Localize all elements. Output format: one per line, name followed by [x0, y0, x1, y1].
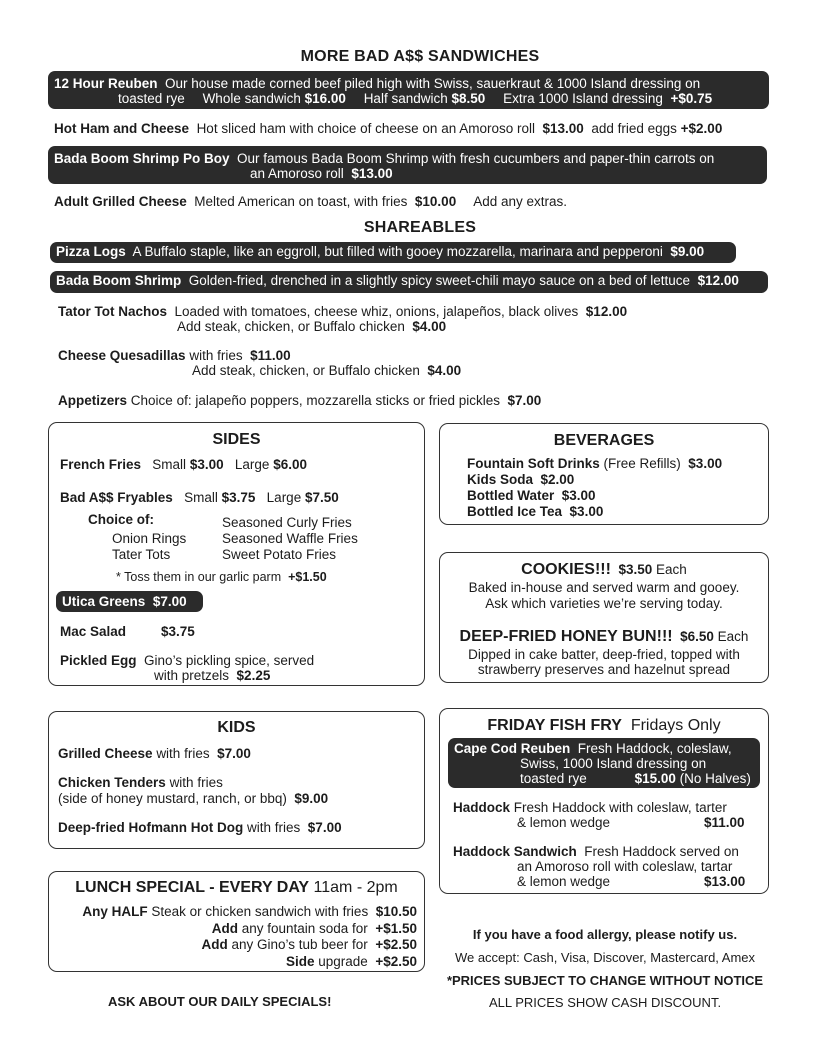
grilled-name: Adult Grilled Cheese — [54, 194, 187, 209]
fish-fry-header — [440, 717, 768, 735]
haddock-sandwich-desc: Fresh Haddock served on — [584, 844, 739, 859]
bada-boom-shrimp-desc: Golden-fried, drenched in a slightly spicy sweet-chili mayo sauce on a bed of lettuce — [188, 273, 691, 288]
mac-salad-item — [60, 624, 126, 640]
sides-title: SIDES — [212, 431, 261, 448]
fryable-option: Seasoned Waffle Fries — [222, 531, 358, 546]
reuben-extra-label: Extra 1000 Island dressing — [503, 91, 663, 106]
cookies-name: COOKIES!!! — [521, 561, 611, 578]
quesadillas-price: $11.00 — [250, 348, 291, 363]
appetizers-item — [58, 393, 541, 409]
cookies-desc: Baked in-house and served warm and gooey. — [468, 580, 740, 595]
haddock-name: Haddock — [453, 800, 511, 815]
pickled-egg-price: $2.25 — [236, 668, 271, 683]
fish-fry-box — [439, 708, 769, 894]
kids-grilled-desc: with fries — [156, 746, 210, 761]
fryable-option: Seasoned Curly Fries — [222, 515, 352, 530]
fries-large-price: $6.00 — [273, 457, 307, 472]
haddock-item — [453, 800, 727, 816]
quesadillas-add-price: $4.00 — [427, 363, 462, 378]
nachos-item — [58, 304, 627, 320]
bada-boom-shrimp-item — [50, 271, 768, 293]
fryables-large-price: $7.50 — [304, 490, 339, 505]
fries-name: French Fries — [60, 457, 142, 472]
lunch-row-bold: Any HALF — [82, 904, 148, 919]
pizza-logs-name: Pizza Logs — [56, 244, 126, 259]
grilled-note: Add any extras. — [473, 194, 568, 209]
poboy-price: $13.00 — [351, 166, 393, 181]
grilled-price: $10.00 — [414, 194, 457, 209]
pizza-logs-desc: A Buffalo staple, like an eggroll, but filled with gooey mozzarella, marinara and pepperoni — [132, 244, 663, 259]
fryables-small-price: $3.75 — [221, 490, 256, 505]
cookies-price: $3.50 — [618, 562, 653, 577]
nachos-desc: Loaded with tomatoes, cheese whiz, onions, jalapeños, black olives — [174, 304, 579, 319]
pickled-egg-desc-cont: with pretzels — [154, 668, 230, 683]
kids-tenders-desc-cont: (side of honey mustard, ranch, or bbq) — [58, 791, 287, 806]
reuben-item — [48, 71, 769, 109]
lunch-header — [49, 879, 424, 897]
kids-hotdog-name: Deep-fried Hofmann Hot Dog — [58, 820, 244, 835]
toss-price: +$1.50 — [288, 570, 327, 584]
haddock-sandwich-price-wrap — [704, 874, 745, 890]
toss-note — [116, 569, 327, 585]
haddock-sandwich-price: $13.00 — [704, 874, 746, 889]
reuben-whole-price: $16.00 — [304, 91, 346, 106]
haddock-price: $11.00 — [704, 815, 745, 830]
cookies-desc-cont: Ask which varieties we’re serving today. — [485, 596, 723, 611]
lunch-row-price: +$2.50 — [375, 953, 417, 969]
haddock-sandwich-name: Haddock Sandwich — [453, 844, 577, 859]
beverage-name: Fountain Soft Drinks — [467, 456, 600, 471]
appetizers-price: $7.00 — [507, 393, 542, 408]
fish-fry-subtitle: Fridays Only — [630, 717, 721, 734]
nachos-add-label: Add steak, chicken, or Buffalo chicken — [177, 319, 405, 334]
ham-addon-price: +$2.00 — [680, 121, 723, 136]
lunch-row-text: upgrade — [318, 953, 368, 969]
reuben-name: 12 Hour Reuben — [54, 76, 158, 91]
quesadillas-name: Cheese Quesadillas — [58, 348, 186, 363]
poboy-name: Bada Boom Shrimp Po Boy — [54, 151, 230, 166]
fryables-large-label: Large — [266, 490, 302, 505]
beverages-box — [439, 423, 769, 525]
honey-bun-header — [440, 628, 768, 646]
lunch-special-box — [48, 871, 425, 972]
shareables-title: SHAREABLES — [363, 219, 477, 236]
nachos-add-price: $4.00 — [412, 319, 447, 334]
pizza-logs-price: $9.00 — [670, 244, 705, 259]
beverages-title: BEVERAGES — [553, 432, 655, 449]
cape-cod-reuben-desc-cont: Swiss, 1000 Island dressing on — [520, 756, 707, 771]
kids-tenders-item — [58, 775, 223, 791]
lunch-row-price: +$1.50 — [375, 920, 417, 936]
beverage-item — [467, 488, 596, 504]
lunch-row — [82, 921, 417, 938]
choice-label: Choice of: — [88, 512, 154, 527]
sandwiches-title: MORE BAD A$$ SANDWICHES — [300, 48, 540, 65]
lunch-row-text: Steak or chicken sandwich with fries — [151, 904, 369, 919]
beverage-note: (Free Refills) — [603, 456, 681, 471]
honey-bun-unit: Each — [717, 629, 749, 644]
grilled-desc: Melted American on toast, with fries — [194, 194, 408, 209]
lunch-title: LUNCH SPECIAL - EVERY DAY — [75, 879, 310, 896]
beverage-price: $3.00 — [569, 504, 604, 519]
kids-tenders-desc: with fries — [169, 775, 223, 790]
mac-salad-name: Mac Salad — [60, 624, 127, 639]
lunch-row-text: any Gino’s tub beer for — [231, 937, 368, 952]
fries-small-price: $3.00 — [189, 457, 224, 472]
fryables-item — [60, 490, 339, 506]
pickled-egg-item — [60, 653, 314, 669]
beverage-item — [467, 472, 574, 488]
fries-large-label: Large — [234, 457, 270, 472]
reuben-half-label: Half sandwich — [363, 91, 448, 106]
ham-addon-label: add fried eggs — [591, 121, 677, 136]
lunch-hours: 11am - 2pm — [313, 879, 398, 896]
appetizers-desc: Choice of: jalapeño poppers, mozzarella sticks or fried pickles — [130, 393, 500, 408]
kids-tenders-price: $9.00 — [294, 791, 329, 806]
poboy-desc-cont: an Amoroso roll — [250, 166, 344, 181]
cape-cod-reuben-price: $15.00 — [634, 771, 676, 786]
pizza-logs-item — [50, 242, 736, 263]
toss-note-text: * Toss them in our garlic parm — [116, 570, 282, 584]
bada-boom-shrimp-price: $12.00 — [697, 273, 739, 288]
haddock-sandwich-item — [453, 844, 739, 860]
ham-item — [54, 121, 722, 137]
honey-bun-desc-cont: strawberry preserves and hazelnut spread — [477, 662, 731, 677]
cookies-header — [440, 561, 768, 579]
ham-name: Hot Ham and Cheese — [54, 121, 190, 136]
haddock-desc-cont: & lemon wedge — [517, 815, 611, 830]
kids-hotdog-price: $7.00 — [307, 820, 342, 835]
fryable-option: Sweet Potato Fries — [222, 547, 337, 562]
lunch-row-bold: Add — [201, 937, 228, 952]
cape-cod-reuben-desc: Fresh Haddock, coleslaw, — [577, 741, 732, 756]
quesadillas-add-label: Add steak, chicken, or Buffalo chicken — [192, 363, 420, 378]
lunch-row-bold: Add — [211, 920, 238, 936]
lunch-row — [82, 954, 417, 971]
utica-greens-item — [56, 591, 203, 612]
appetizers-name: Appetizers — [58, 393, 128, 408]
honey-bun-desc: Dipped in cake batter, deep-fried, topped with — [468, 647, 740, 662]
sides-box — [48, 422, 425, 686]
beverage-name: Kids Soda — [467, 472, 534, 487]
kids-title: KIDS — [217, 719, 256, 736]
lunch-row — [82, 937, 417, 954]
kids-grilled-name: Grilled Cheese — [58, 746, 153, 761]
fryables-name: Bad A$$ Fryables — [60, 490, 173, 505]
quesadillas-desc: with fries — [189, 348, 243, 363]
honey-bun-name: DEEP-FRIED HONEY BUN!!! — [459, 628, 673, 645]
lunch-rows — [82, 904, 417, 970]
beverage-name: Bottled Ice Tea — [467, 504, 563, 519]
reuben-desc-cont: toasted rye — [118, 91, 185, 106]
kids-tenders-cont — [58, 791, 328, 807]
beverage-price: $3.00 — [561, 488, 596, 503]
daily-specials-note: ASK ABOUT OUR DAILY SPECIALS! — [108, 994, 332, 1009]
utica-greens-name: Utica Greens — [62, 594, 146, 609]
kids-tenders-name: Chicken Tenders — [58, 775, 166, 790]
fryable-option: Tater Tots — [112, 547, 171, 562]
lunch-row-text: any fountain soda for — [241, 920, 368, 936]
reuben-extra-price: +$0.75 — [670, 91, 713, 106]
cape-cod-reuben-item — [448, 738, 760, 788]
kids-hotdog-desc: with fries — [247, 820, 301, 835]
beverage-item — [467, 504, 603, 520]
quesadillas-item — [58, 348, 291, 364]
reuben-half-price: $8.50 — [451, 91, 486, 106]
grilled-item — [54, 194, 567, 210]
utica-greens-price: $7.00 — [152, 594, 187, 609]
payment-note: We accept: Cash, Visa, Discover, Mastercard, Amex — [454, 950, 756, 965]
cape-cod-reuben-note: (No Halves) — [679, 771, 751, 786]
honey-bun-price: $6.50 — [680, 629, 714, 644]
fryable-option: Onion Rings — [112, 531, 187, 546]
kids-box — [48, 711, 425, 849]
lunch-row-bold: Side — [285, 953, 315, 969]
nachos-price: $12.00 — [585, 304, 628, 319]
allergy-note: If you have a food allergy, please notify us. — [472, 927, 738, 942]
kids-hotdog-item — [58, 820, 342, 836]
mac-salad-price: $3.75 — [161, 624, 195, 639]
kids-grilled-price: $7.00 — [217, 746, 251, 761]
ham-price: $13.00 — [542, 121, 584, 136]
haddock-desc: Fresh Haddock with coleslaw, tarter — [513, 800, 727, 815]
beverage-name: Bottled Water — [467, 488, 555, 503]
nachos-name: Tator Tot Nachos — [58, 304, 168, 319]
beverage-price: $3.00 — [688, 456, 723, 471]
desserts-box — [439, 552, 769, 683]
fries-small-label: Small — [152, 457, 187, 472]
ham-desc: Hot sliced ham with choice of cheese on an Amoroso roll — [196, 121, 535, 136]
haddock-sandwich-desc-cont: an Amoroso roll with coleslaw, tartar — [517, 859, 733, 874]
haddock-sandwich-desc-end: & lemon wedge — [517, 874, 611, 889]
mac-salad-price-wrap — [161, 624, 195, 640]
nachos-add — [177, 319, 446, 335]
lunch-row-price: $10.50 — [375, 904, 417, 919]
reuben-desc: Our house made corned beef piled high with Swiss, sauerkraut & 1000 Island dressing on — [165, 76, 701, 91]
poboy-item — [48, 146, 767, 184]
price-change-note: *PRICES SUBJECT TO CHANGE WITHOUT NOTICE — [446, 973, 764, 988]
haddock-price-wrap — [704, 815, 745, 831]
reuben-whole-label: Whole sandwich — [202, 91, 301, 106]
pickled-egg-cont — [154, 668, 270, 684]
beverage-price: $2.00 — [540, 472, 575, 487]
lunch-row-price: +$2.50 — [375, 937, 417, 952]
cape-cod-reuben-desc-end: toasted rye — [520, 771, 587, 786]
pickled-egg-name: Pickled Egg — [60, 653, 137, 668]
quesadillas-add — [192, 363, 461, 379]
poboy-desc: Our famous Bada Boom Shrimp with fresh cucumbers and paper-thin carrots on — [237, 151, 715, 166]
kids-grilled-item — [58, 746, 251, 762]
cookies-unit: Each — [656, 562, 687, 577]
fries-item — [60, 457, 307, 473]
beverage-item — [467, 456, 722, 472]
cash-discount-note: ALL PRICES SHOW CASH DISCOUNT. — [488, 995, 722, 1010]
fish-fry-title: FRIDAY FISH FRY — [487, 717, 622, 734]
lunch-row — [82, 904, 417, 921]
cape-cod-reuben-name: Cape Cod Reuben — [454, 741, 571, 756]
fryables-small-label: Small — [184, 490, 218, 505]
bada-boom-shrimp-name: Bada Boom Shrimp — [56, 273, 182, 288]
pickled-egg-desc: Gino’s pickling spice, served — [144, 653, 315, 668]
